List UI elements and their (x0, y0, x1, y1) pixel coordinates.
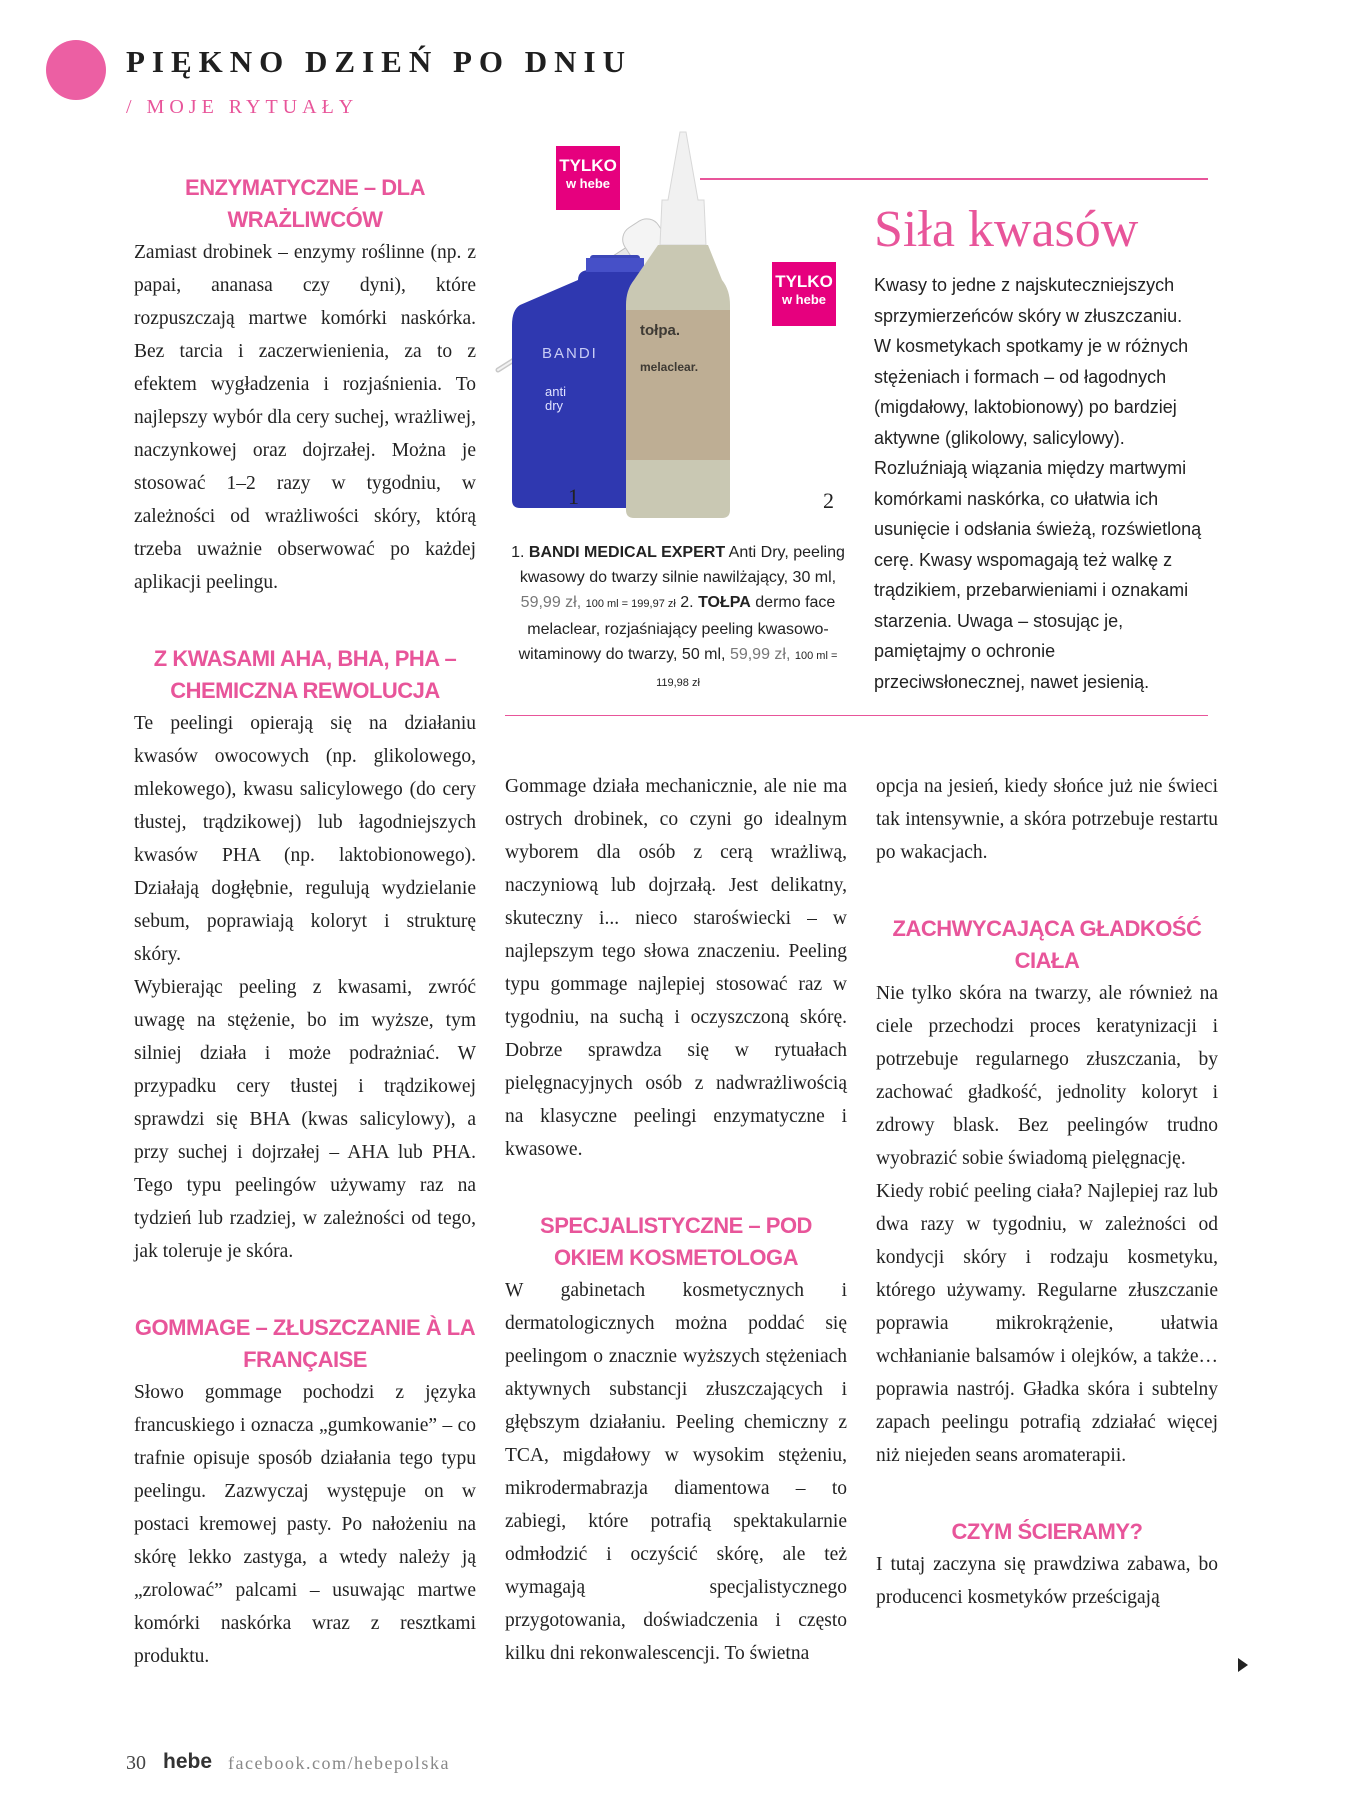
caption-2-brand: TOŁPA (698, 594, 751, 611)
badge-only-in-hebe-2 (772, 262, 836, 326)
heading-enzymatic: ENZYMATYCZNE – DLA WRAŻLIWCÓW (185, 175, 425, 232)
paragraph-what-we-scrub: I tutaj zaczyna się prawdziwa zabawa, bo producenci kosmetyków prześcigają (876, 1554, 1218, 1608)
product-caption (508, 540, 848, 696)
caption-1-num: 1. (511, 544, 525, 561)
footer-brand-logo: hebe (163, 1750, 213, 1773)
heading-specialist: SPECJALISTYCZNE – POD OKIEM KOSMETOLOGA (540, 1213, 812, 1270)
paragraph-enzymatic: Zamiast drobinek – enzymy roślinne (np. z papai, ananasa czy dyni), które rozpuszczają martwe komórki naskórka. Bez tarcia i zaczerwienienia, za to z efektem wygładzenia i rozjaśnienia. To najlepszy wybór dla cery suchej, wrażliwej, naczynkowej oraz dojrzałej. Można je stosować 1–2 razy w tygodniu, w zależności od wrażliwości skóry, którą trzeba uważnie obserwować po każdej aplikacji peelingu. (134, 242, 476, 593)
caption-2-unit-price: 100 ml = 119,98 zł (656, 650, 838, 689)
caption-2-price: 59,99 zł, (729, 646, 791, 663)
paragraph-specialist-cont: opcja na jesień, kiedy słońce już nie świeci tak intensywnie, a skóra potrzebuje restartu po wakacjach. (876, 776, 1218, 863)
paragraph-body-2: Kiedy robić peeling ciała? Najlepiej raz lub dwa razy w tygodniu, w zależności od kondycji skóry i rodzaju kosmetyku, którego używamy. Regularne złuszczanie poprawia mikrokrążenie, ułatwia wchłanianie balsamów i olejków, a także… poprawia nastrój. Gładka skóra i subtelny zapach peelingu potrafią zdziałać więcej niż niejeden seans aromaterapii. (876, 1181, 1218, 1466)
page-number: 30 (126, 1752, 146, 1774)
paragraph-body-1: Nie tylko skóra na twarzy, ale również na ciele przechodzi proces keratynizacji i potrzebuje regularnego złuszczania, by zachować gładkość, jednolity koloryt i zdrowy blask. Bez peelingów trudno wyobrazić sobie świadomą pielęgnację. (876, 983, 1218, 1169)
bottle-2-line: melaclear. (640, 360, 699, 374)
page-subtitle: / MOJE RYTUAŁY (126, 96, 359, 118)
column-2 (505, 770, 847, 1670)
paragraph-gommage: Słowo gommage pochodzi z języka francuskiego i oznacza „gumkowanie” – co trafnie opisuje sposób działania tego typu peelingu. Zazwyczaj występuje on w postaci kremowej pasty. Po nałożeniu na skórę lekko zastyga, a wtedy należy ją „zrolować” palcami – usuwając martwe komórki naskórka wraz z resztkami produktu. (134, 1382, 476, 1667)
heading-body-smoothness: ZACHWYCAJĄCA GŁADKOŚĆ CIAŁA (892, 916, 1202, 973)
badge-1-line2: w hebe (565, 176, 611, 191)
paragraph-gommage-cont: Gommage działa mechanicznie, ale nie ma ostrych drobinek, co czyni go idealnym wyborem dla osób z cerą wrażliwą, naczyniową lub dojrzałą. Jest delikatny, skuteczny i... nieco staroświecki – w najlepszym tego słowa znaczeniu. Peeling typu gommage najlepiej stosować raz w tygodniu, na suchą i oczyszczoną skórę. Dobrze sprawdza się w rytuałach pielęgnacyjnych osób z nadwrażliwością na klasyczne peelingi enzymatyczne i kwasowe. (505, 776, 847, 1160)
product-number-1: 1 (568, 484, 579, 509)
caption-2-desc: dermo face melaclear, rozjaśniający peeling kwasowo-witaminowy do twarzy, 50 ml, (518, 594, 836, 663)
badge-2-line2: w hebe (781, 292, 827, 307)
heading-acids: Z KWASAMI AHA, BHA, PHA – CHEMICZNA REWOLUCJA (153, 646, 457, 703)
product-image (490, 130, 860, 530)
product-number-2: 2 (823, 488, 834, 513)
caption-2-num: 2. (680, 594, 694, 611)
caption-1-desc: Anti Dry, peeling kwasowy do twarzy silnie nawilżający, 30 ml, (519, 544, 845, 586)
heading-what-we-scrub: CZYM ŚCIERAMY? (951, 1519, 1143, 1544)
box-text: Kwasy to jedne z najskuteczniejszych sprzymierzeńców skóry w złuszczaniu. W kosmetykach spotkamy je w różnych stężeniach i formach – od łagodnych (migdałowy, laktobionowy) po bardziej aktywne (glikolowy, salicylowy). Rozluźniają wiązania między martwymi komórkami naskórka, co ułatwia ich usunięcie i odsłania świeżą, rozświetloną cerę. Kwasy wspomagają też walkę z trądzikiem, przebarwieniami i oznakami starzenia. Uwaga – stosując je, pamiętajmy o ochronie przeciwsłonecznej, nawet jesienią. (874, 275, 1202, 692)
page-title: PIĘKNO DZIEŃ PO DNIU (126, 44, 633, 79)
badge-only-in-hebe-1 (556, 146, 620, 210)
column-1 (134, 172, 476, 1673)
box-title: Siła kwasów (874, 201, 1139, 258)
paragraph-specialist: W gabinetach kosmetycznych i dermatologicznych można poddać się peelingom o znacznie wyższych stężeniach aktywnych substancji złuszczających i głębszym działaniu. Peeling chemiczny z TCA, migdałowy w wysokim stężeniu, mikrodermabrazja diamentowa – to zabiegi, które potrafią spektakularnie odmłodzić i oczyścić skórę, ale też wymagają specjalistycznego przygotowania, doświadczenia i często kilku dni rekonwalescencji. To świetna (505, 1280, 847, 1664)
box-bottom-rule (505, 715, 1208, 716)
heading-gommage: GOMMAGE – ZŁUSZCZANIE À LA FRANÇAISE (134, 1315, 476, 1372)
caption-1-price: 59,99 zł, (520, 594, 582, 611)
badge-1-line1: TYLKO (559, 156, 617, 175)
caption-1-unit-price: 100 ml = 199,97 zł (585, 598, 676, 610)
paragraph-acids-1: Te peelingi opierają się na działaniu kwasów owocowych (np. glikolowego, mlekowego), kwasu salicylowego (do cery tłustej, trądzikowej) lub łagodniejszych kwasów PHA (np. laktobionowego). Działają dogłębnie, regulują wydzielanie sebum, poprawiają koloryt i strukturę skóry. (134, 713, 476, 965)
bottle-1-brand: BANDI (542, 345, 598, 362)
header-circle-decoration (46, 40, 106, 100)
badge-2-line1: TYLKO (775, 272, 833, 291)
bottle-2-brand: tołpa. (640, 322, 680, 339)
paragraph-acids-2: Wybierając peeling z kwasami, zwróć uwagę na stężenie, bo im wyższe, tym silniej działa i może podrażniać. W przypadku cery tłustej i trądzikowej sprawdzi się BHA (kwas salicylowy), a przy suchej i dojrzałej – AHA lub PHA. Tego typu peelingów używamy raz na tydzień lub rzadziej, w zależności od tego, jak toleruje je skóra. (134, 977, 476, 1262)
continue-arrow-icon (1238, 1658, 1248, 1672)
footer-facebook-link[interactable]: facebook.com/hebepolska (228, 1753, 450, 1773)
column-3 (876, 770, 1218, 1614)
bottle-1-line: anti dry (545, 384, 566, 413)
caption-1-brand: BANDI MEDICAL EXPERT (528, 544, 726, 561)
box-top-rule (700, 178, 1208, 180)
